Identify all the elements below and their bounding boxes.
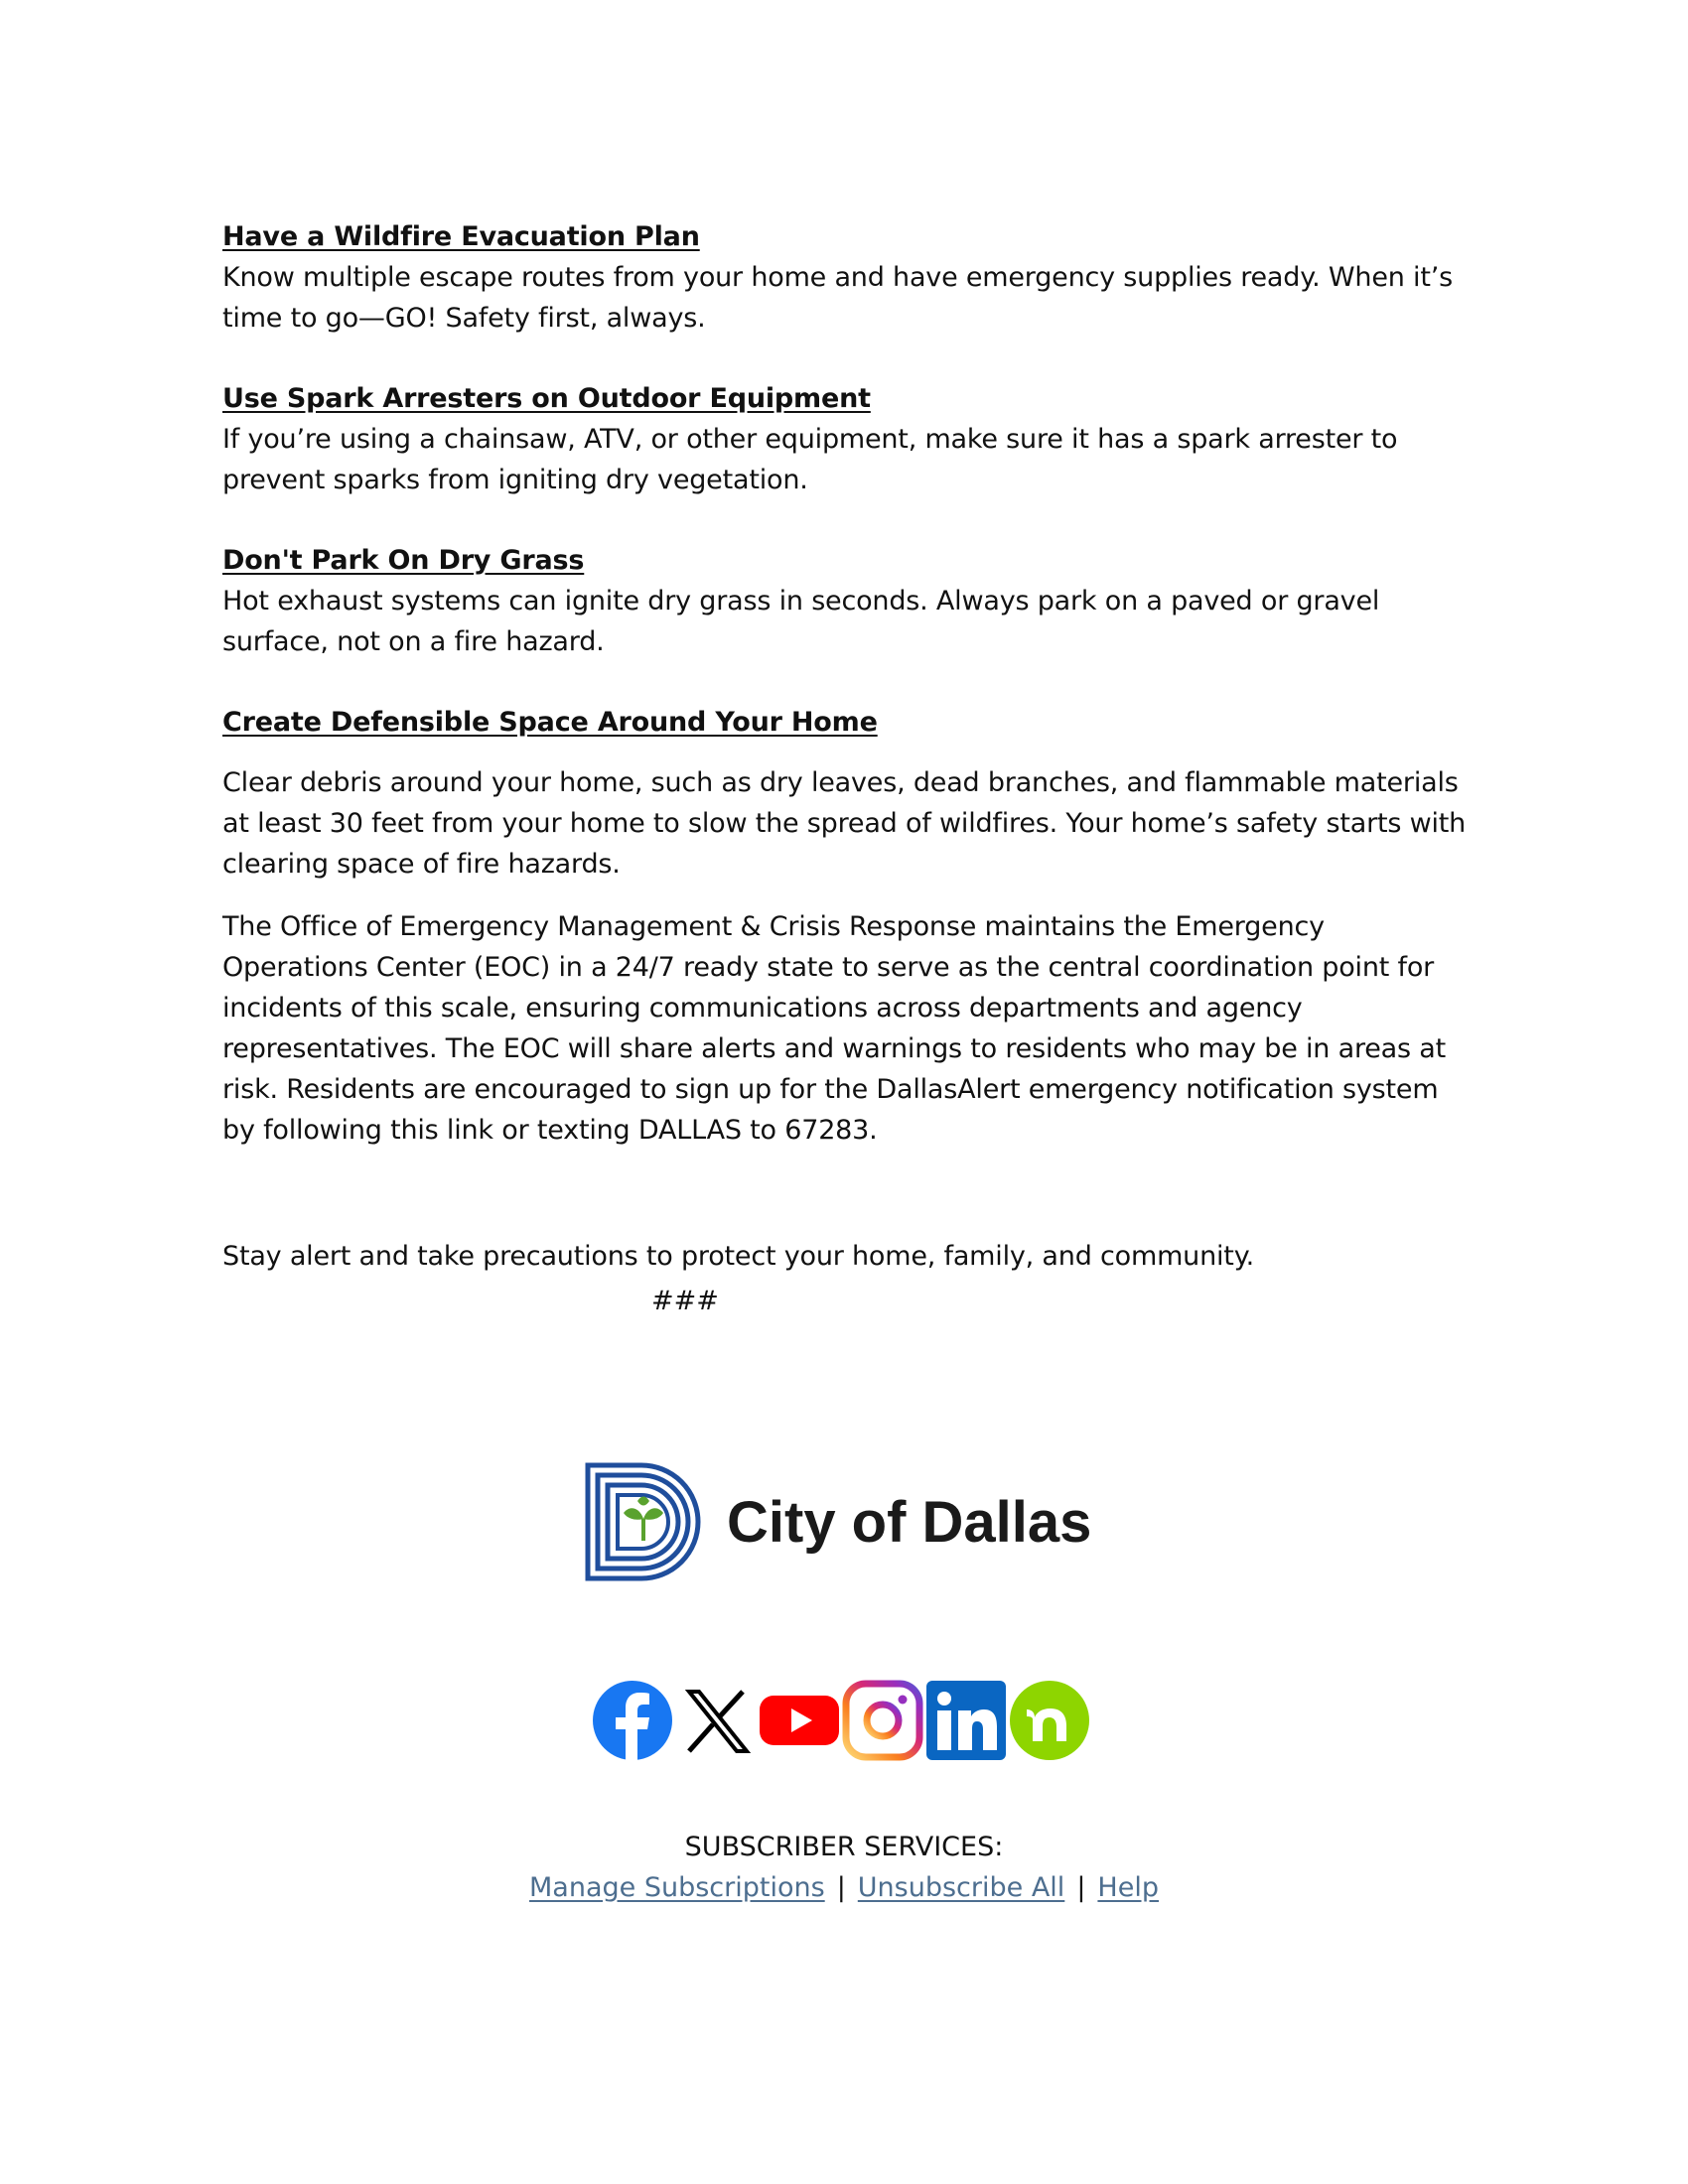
logo-text: City of Dallas	[727, 1489, 1092, 1555]
eoc-paragraph: The Office of Emergency Management & Crisis Response maintains the Emergency Operations Center (EOC) in a 24/7 ready state to serve as the central coordination point for incidents of this scale, ensuring communications across departments and agency representatives. The EOC will share alerts and warnings to residents who may be in areas at risk. Residents are encouraged to sign up for the DallasAlert emergency notification system by following this link or texting DALLAS to 67283.	[222, 911, 1446, 1146]
linkedin-icon[interactable]	[925, 1680, 1007, 1761]
subscriber-links	[0, 1867, 1688, 1908]
instagram-icon[interactable]	[842, 1680, 923, 1761]
section-body-spark-arresters: If you’re using a chainsaw, ATV, or other equipment, make sure it has a spark arrester to prevent sparks from igniting dry vegetation.	[222, 424, 1398, 495]
unsubscribe-all-link[interactable]: Unsubscribe All	[857, 1872, 1065, 1903]
subscriber-label: SUBSCRIBER SERVICES:	[684, 1832, 1004, 1862]
section-body-defensible-space: Clear debris around your home, such as dry leaves, dead branches, and flammable materials at least 30 feet from your home to slow the spread of wildfires. Your home’s safety starts with clearing space of fire hazards.	[222, 767, 1467, 880]
section-body-dry-grass: Hot exhaust systems can ignite dry grass in seconds. Always park on a paved or gravel surface, not on a fire hazard.	[222, 586, 1380, 657]
manage-subscriptions-link[interactable]: Manage Subscriptions	[529, 1872, 825, 1903]
link-separator: |	[1076, 1872, 1086, 1903]
section-heading-defensible-space: Create Defensible Space Around Your Home	[222, 707, 878, 738]
nextdoor-icon[interactable]	[1009, 1680, 1090, 1761]
section-heading-spark-arresters: Use Spark Arresters on Outdoor Equipment	[222, 383, 871, 414]
city-of-dallas-logo	[584, 1457, 1120, 1586]
facebook-icon[interactable]	[592, 1680, 673, 1761]
main-content	[222, 216, 1474, 1298]
end-mark: ###	[651, 1286, 719, 1316]
city-of-dallas-logo-mark	[584, 1461, 705, 1582]
subscriber-services	[0, 1827, 1688, 1908]
section-body-evacuation-plan: Know multiple escape routes from your home and have emergency supplies ready. When it’s time to go—GO! Safety first, always.	[222, 262, 1453, 334]
youtube-icon[interactable]	[759, 1680, 840, 1761]
social-icons	[592, 1678, 1090, 1763]
section-heading-dry-grass: Don't Park On Dry Grass	[222, 545, 585, 576]
link-separator: |	[836, 1872, 846, 1903]
closing-line: Stay alert and take precautions to protect your home, family, and community.	[222, 1241, 1254, 1272]
x-icon[interactable]	[675, 1680, 757, 1761]
section-heading-evacuation-plan: Have a Wildfire Evacuation Plan	[222, 221, 700, 252]
help-link[interactable]: Help	[1097, 1872, 1159, 1903]
